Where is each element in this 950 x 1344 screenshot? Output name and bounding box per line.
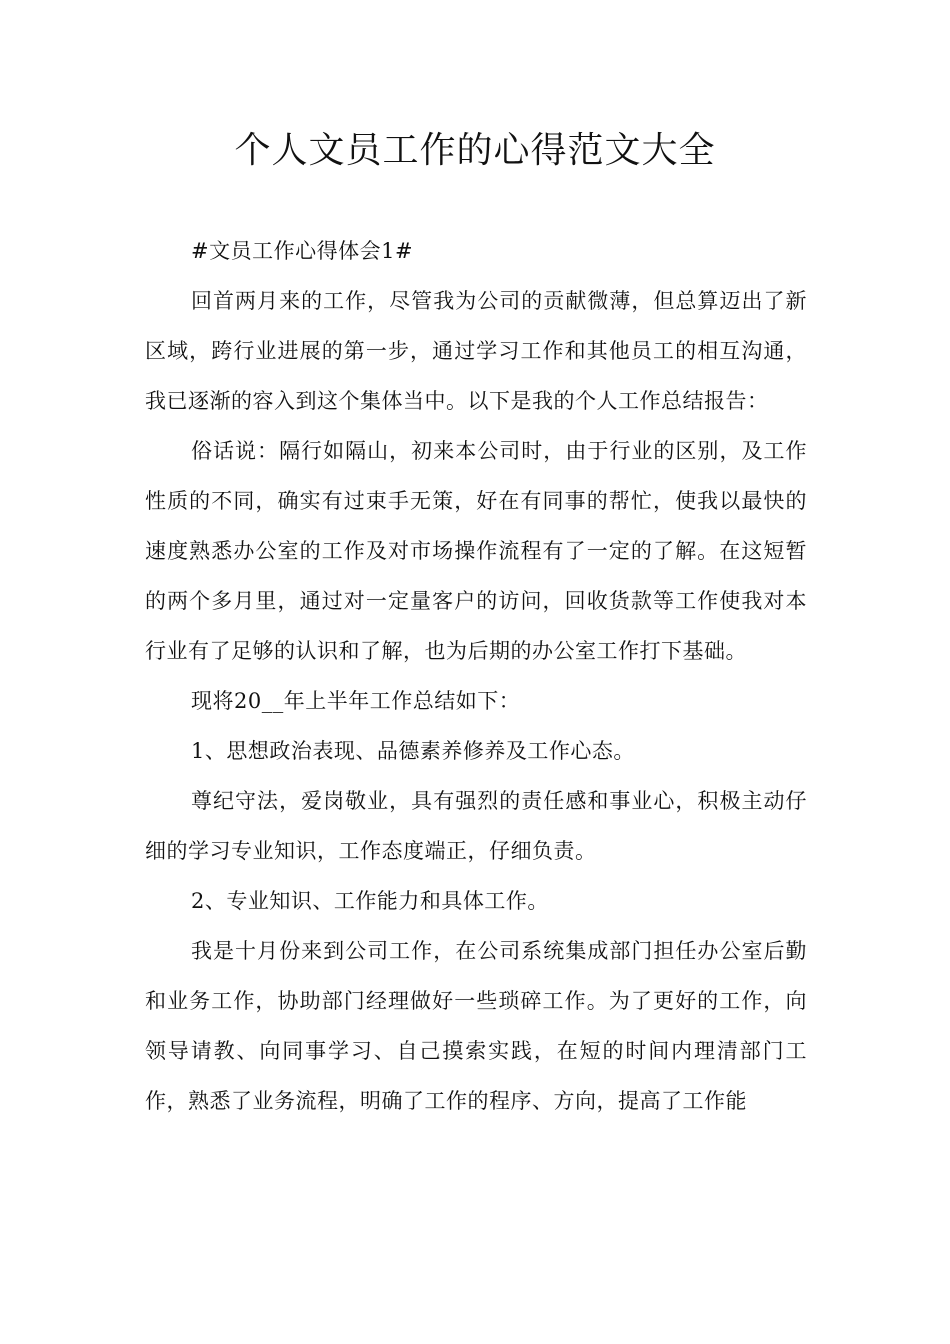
paragraph-conduct: 尊纪守法，爱岗敬业，具有强烈的责任感和事业心，积极主动仔细的学习专业知识，工作态度端正，仔细负责。: [145, 789, 807, 863]
paragraph-summary-lead: 现将20__年上半年工作总结如下：: [191, 689, 521, 713]
section-heading-1: 1、思想政治表现、品德素养修养及工作心态。: [191, 739, 635, 763]
document-title: 个人文员工作的心得范文大全: [234, 130, 716, 171]
paragraph-heading-1: #文员工作心得体会1#: [191, 239, 414, 263]
document-body: [145, 226, 807, 1126]
paragraph-work-details: 我是十月份来到公司工作，在公司系统集成部门担任办公室后勤和业务工作，协助部门经理做好一些琐碎工作。为了更好的工作，向领导请教、向同事学习、自己摸索实践，在短的时间内理清部门工作，熟悉了业务流程，明确了工作的程序、方向，提高了工作能: [145, 939, 807, 1113]
paragraph-intro: 回首两月来的工作，尽管我为公司的贡献微薄，但总算迈出了新区域，跨行业进展的第一步，通过学习工作和其他员工的相互沟通，我已逐渐的容入到这个集体当中。以下是我的个人工作总结报告：: [145, 289, 807, 413]
paragraph-experience: 俗话说：隔行如隔山，初来本公司时，由于行业的区别，及工作性质的不同，确实有过束手无策，好在有同事的帮忙，使我以最快的速度熟悉办公室的工作及对市场操作流程有了一定的了解。在这短暂的两个多月里，通过对一定量客户的访问，回收货款等工作使我对本行业有了足够的认识和了解，也为后期的办公室工作打下基础。: [145, 439, 807, 663]
section-heading-2: 2、专业知识、工作能力和具体工作。: [191, 889, 549, 913]
